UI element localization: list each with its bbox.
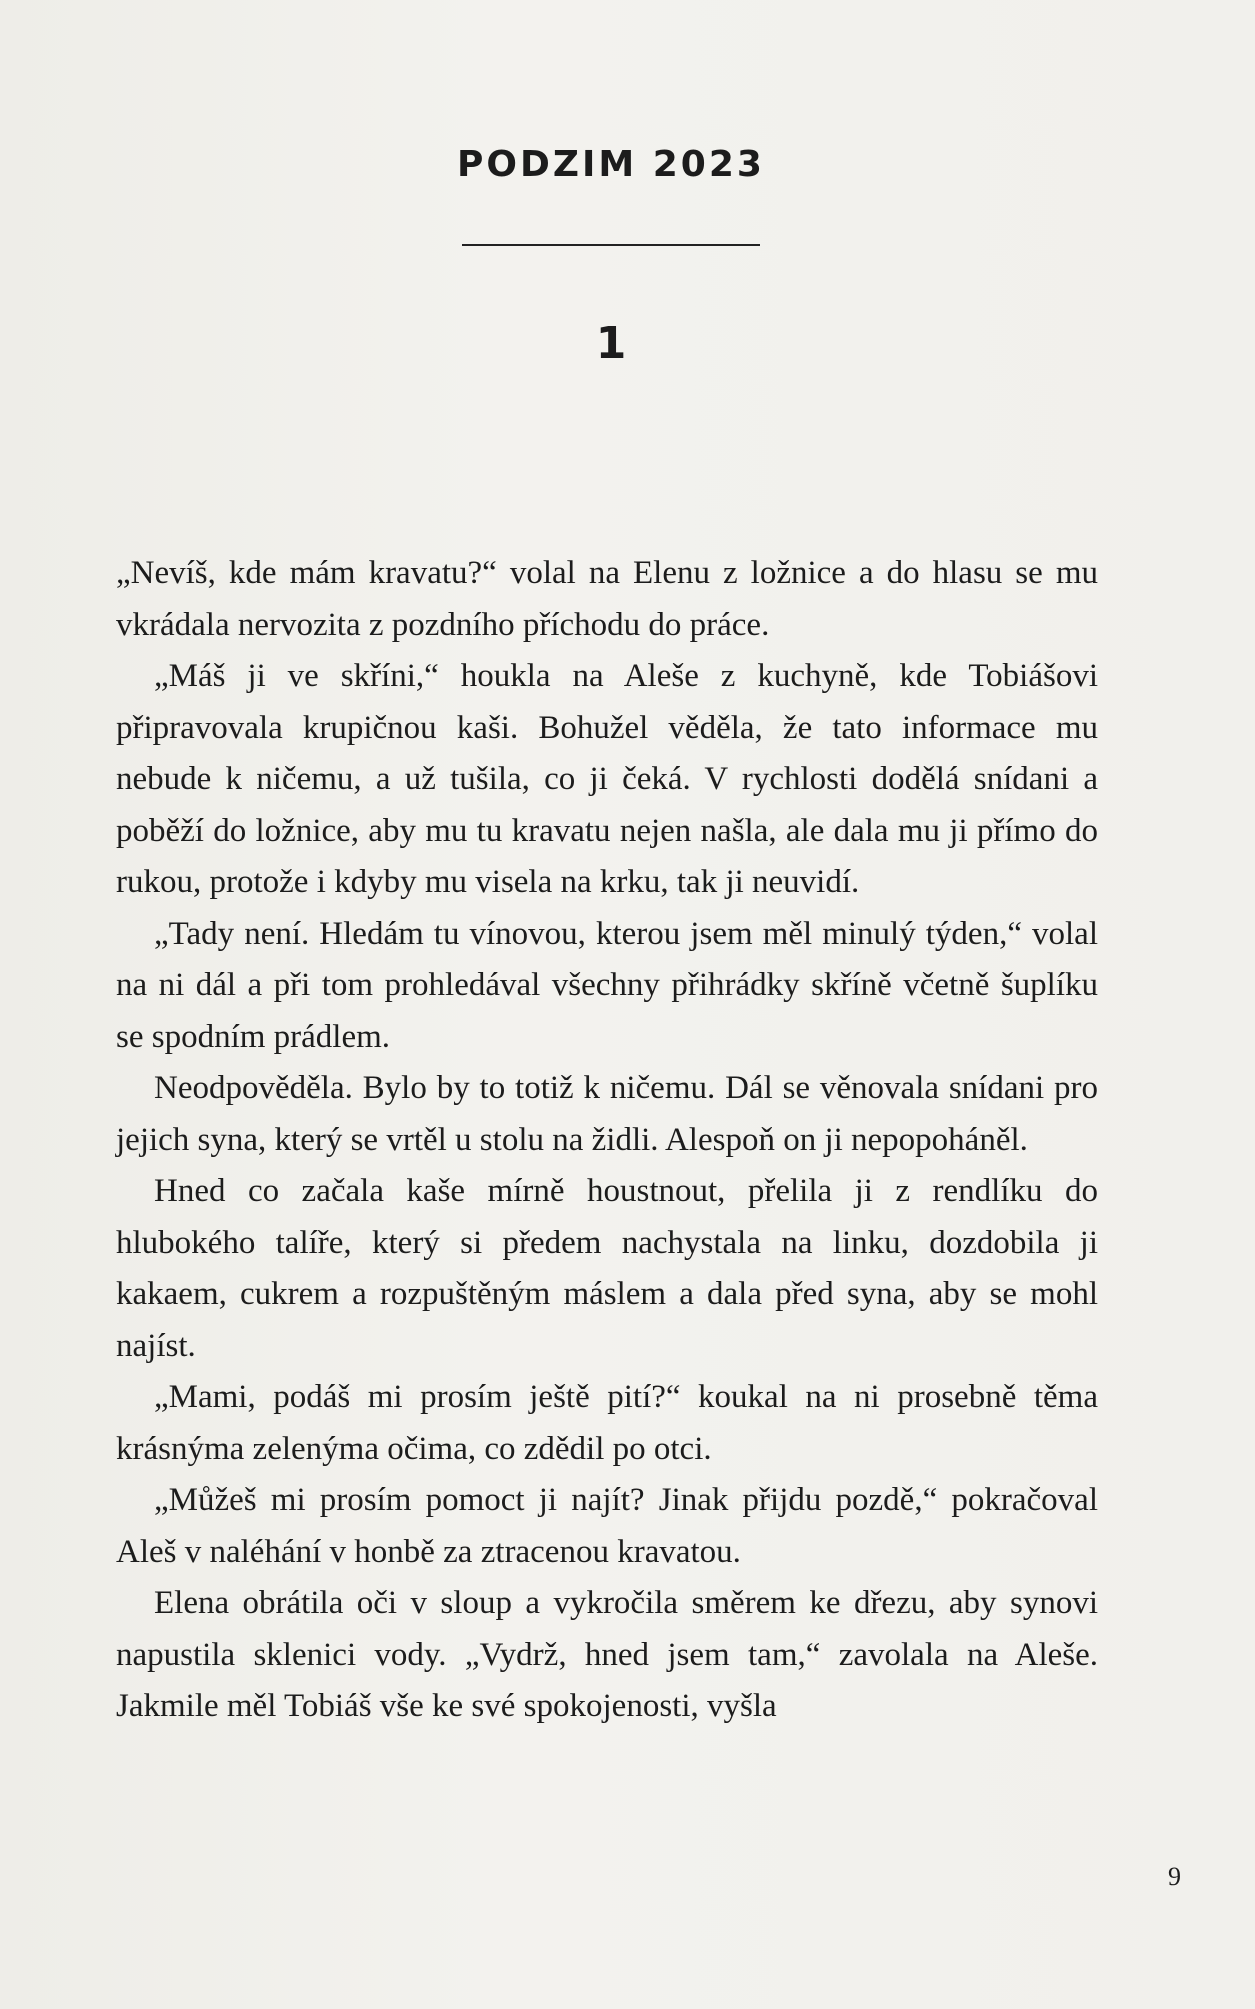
chapter-number: 1 [595,318,627,369]
paragraph: Hned co začala kaše mírně houstnout, přelila ji z rendlíku do hlubokého talíře, který si předem nachystala na linku, dozdobila ji kakaem, cukrem a rozpuštěným máslem a dala před syna, aby se mohl najíst. [116,1173,1098,1364]
paragraph: „Můžeš mi prosím pomoct ji najít? Jinak přijdu pozdě,“ pokračoval Aleš v naléhání v honbě za ztracenou kravatou. [116,1482,1098,1570]
page-number: 9 [1168,1862,1181,1891]
chapter-body [116,548,1098,1733]
paragraph: „Máš ji ve skříni,“ houkla na Aleše z kuchyně, kde Tobiášovi připravovala krupičnou kaši. Bohužel věděla, že tato informace mu nebude k ničemu, a už tušila, co ji čeká. V rychlosti dodělá snídani a poběží do ložnice, aby mu tu kravatu nejen našla, ale dala mu ji přímo do rukou, protože i kdyby mu visela na krku, tak ji neuvidí. [116,658,1098,900]
title-divider [462,244,760,246]
paragraph: „Tady není. Hledám tu vínovou, kterou jsem měl minulý týden,“ volal na ni dál a při tom prohledával všechny přihrádky skříně včetně šuplíku se spodním prádlem. [116,915,1098,1055]
paragraph: „Mami, podáš mi prosím ještě pití?“ koukal na ni prosebně těma krásnýma zelenýma očima, co zdědil po otci. [116,1379,1098,1467]
paragraph: Neodpověděla. Bylo by to totiž k ničemu. Dál se věnovala snídani pro jejich syna, který se vrtěl u stolu na židli. Alespoň on ji nepopoháněl. [116,1070,1098,1158]
paragraph: „Nevíš, kde mám kravatu?“ volal na Elenu z ložnice a do hlasu se mu vkrádala nervozita z pozdního příchodu do práce. [116,555,1098,643]
section-title: PODZIM 2023 [457,144,765,185]
paragraph: Elena obrátila oči v sloup a vykročila směrem ke dřezu, aby synovi napustila sklenici vody. „Vydrž, hned jsem tam,“ zavolala na Aleše. Jakmile měl Tobiáš vše ke své spokojenosti, vyšla [116,1585,1098,1724]
